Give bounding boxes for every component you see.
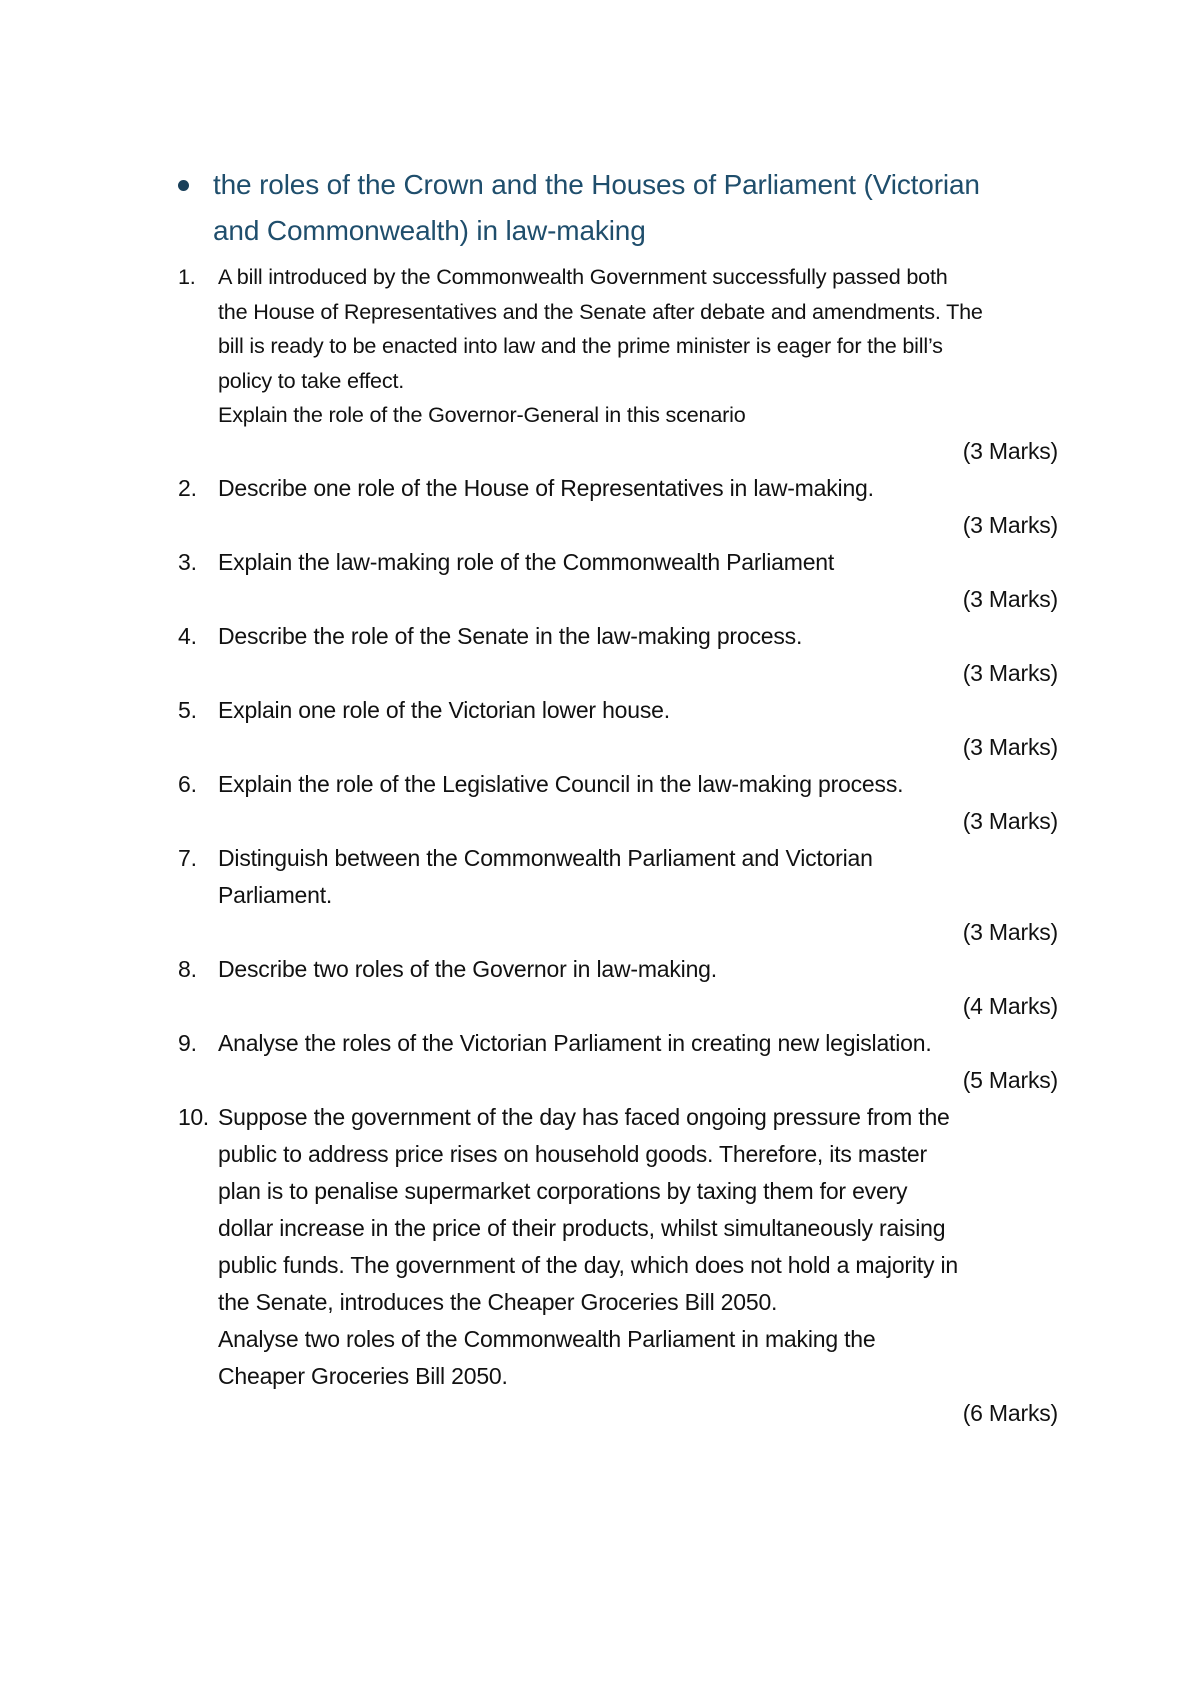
question-number: 7. <box>178 844 197 871</box>
question-marks: (3 Marks) <box>962 659 1058 686</box>
question-number: 10. <box>178 1103 209 1130</box>
question-text: Explain one role of the Victorian lower house. <box>218 696 670 723</box>
question-number: 9. <box>178 1029 197 1056</box>
question-text: Explain the role of the Legislative Council in the law-making process. <box>218 770 904 797</box>
question-marks: (3 Marks) <box>962 437 1058 464</box>
question-number: 8. <box>178 955 197 982</box>
question-marks: (6 Marks) <box>962 1399 1058 1426</box>
question-number: 5. <box>178 696 197 723</box>
question-item <box>178 692 1058 766</box>
bullet-point-icon <box>178 180 189 191</box>
question-item <box>178 840 1058 951</box>
question-marks: (3 Marks) <box>962 918 1058 945</box>
question-marks: (3 Marks) <box>962 511 1058 538</box>
question-text: Describe two roles of the Governor in law-making. <box>218 955 717 982</box>
question-number: 6. <box>178 770 197 797</box>
question-item <box>178 1025 1058 1099</box>
question-number: 4. <box>178 622 197 649</box>
question-text: Describe one role of the House of Representatives in law-making. <box>218 474 874 501</box>
question-number: 1. <box>178 264 196 289</box>
section-heading-text: the roles of the Crown and the Houses of Parliament (Victorian and Commonwealth) in law-making <box>213 169 980 246</box>
question-item <box>178 766 1058 840</box>
question-text: Analyse the roles of the Victorian Parliament in creating new legislation. <box>218 1029 932 1056</box>
section-heading <box>178 162 1078 254</box>
question-text: Describe the role of the Senate in the law-making process. <box>218 622 803 649</box>
question-marks: (5 Marks) <box>962 1066 1058 1093</box>
question-marks: (4 Marks) <box>962 992 1058 1019</box>
question-number: 2. <box>178 474 197 501</box>
question-text: Explain the law-making role of the Commonwealth Parliament <box>218 548 835 575</box>
question-text: Suppose the government of the day has faced ongoing pressure from the public to address price rises on household goods. Therefore, its master plan is to penalise supermarket corporations by taxing them for every dollar increase in the price of their products, whilst simultaneously raising public funds. The government of the day, which does not hold a majority in the Senate, introduces the Cheaper Groceries Bill 2050. Analyse two roles of the Commonwealth Parliament in making the Cheaper Groceries Bill 2050. <box>218 1103 958 1389</box>
question-item <box>178 544 1058 618</box>
question-item <box>178 951 1058 1025</box>
question-text: A bill introduced by the Commonwealth Government successfully passed both the House of Representatives and the Senate after debate and amendments. The bill is ready to be enacted into law and the prime minister is eager for the bill’s policy to take effect. Explain the role of the Governor-General in this scenario <box>218 264 983 427</box>
question-item <box>178 260 1058 470</box>
question-item <box>178 618 1058 692</box>
question-marks: (3 Marks) <box>962 733 1058 760</box>
question-item <box>178 470 1058 544</box>
question-marks: (3 Marks) <box>962 585 1058 612</box>
question-text: Distinguish between the Commonwealth Parliament and Victorian Parliament. <box>218 844 873 908</box>
question-marks: (3 Marks) <box>962 807 1058 834</box>
question-number: 3. <box>178 548 197 575</box>
question-item <box>178 1099 1058 1432</box>
question-list <box>178 260 1058 1432</box>
